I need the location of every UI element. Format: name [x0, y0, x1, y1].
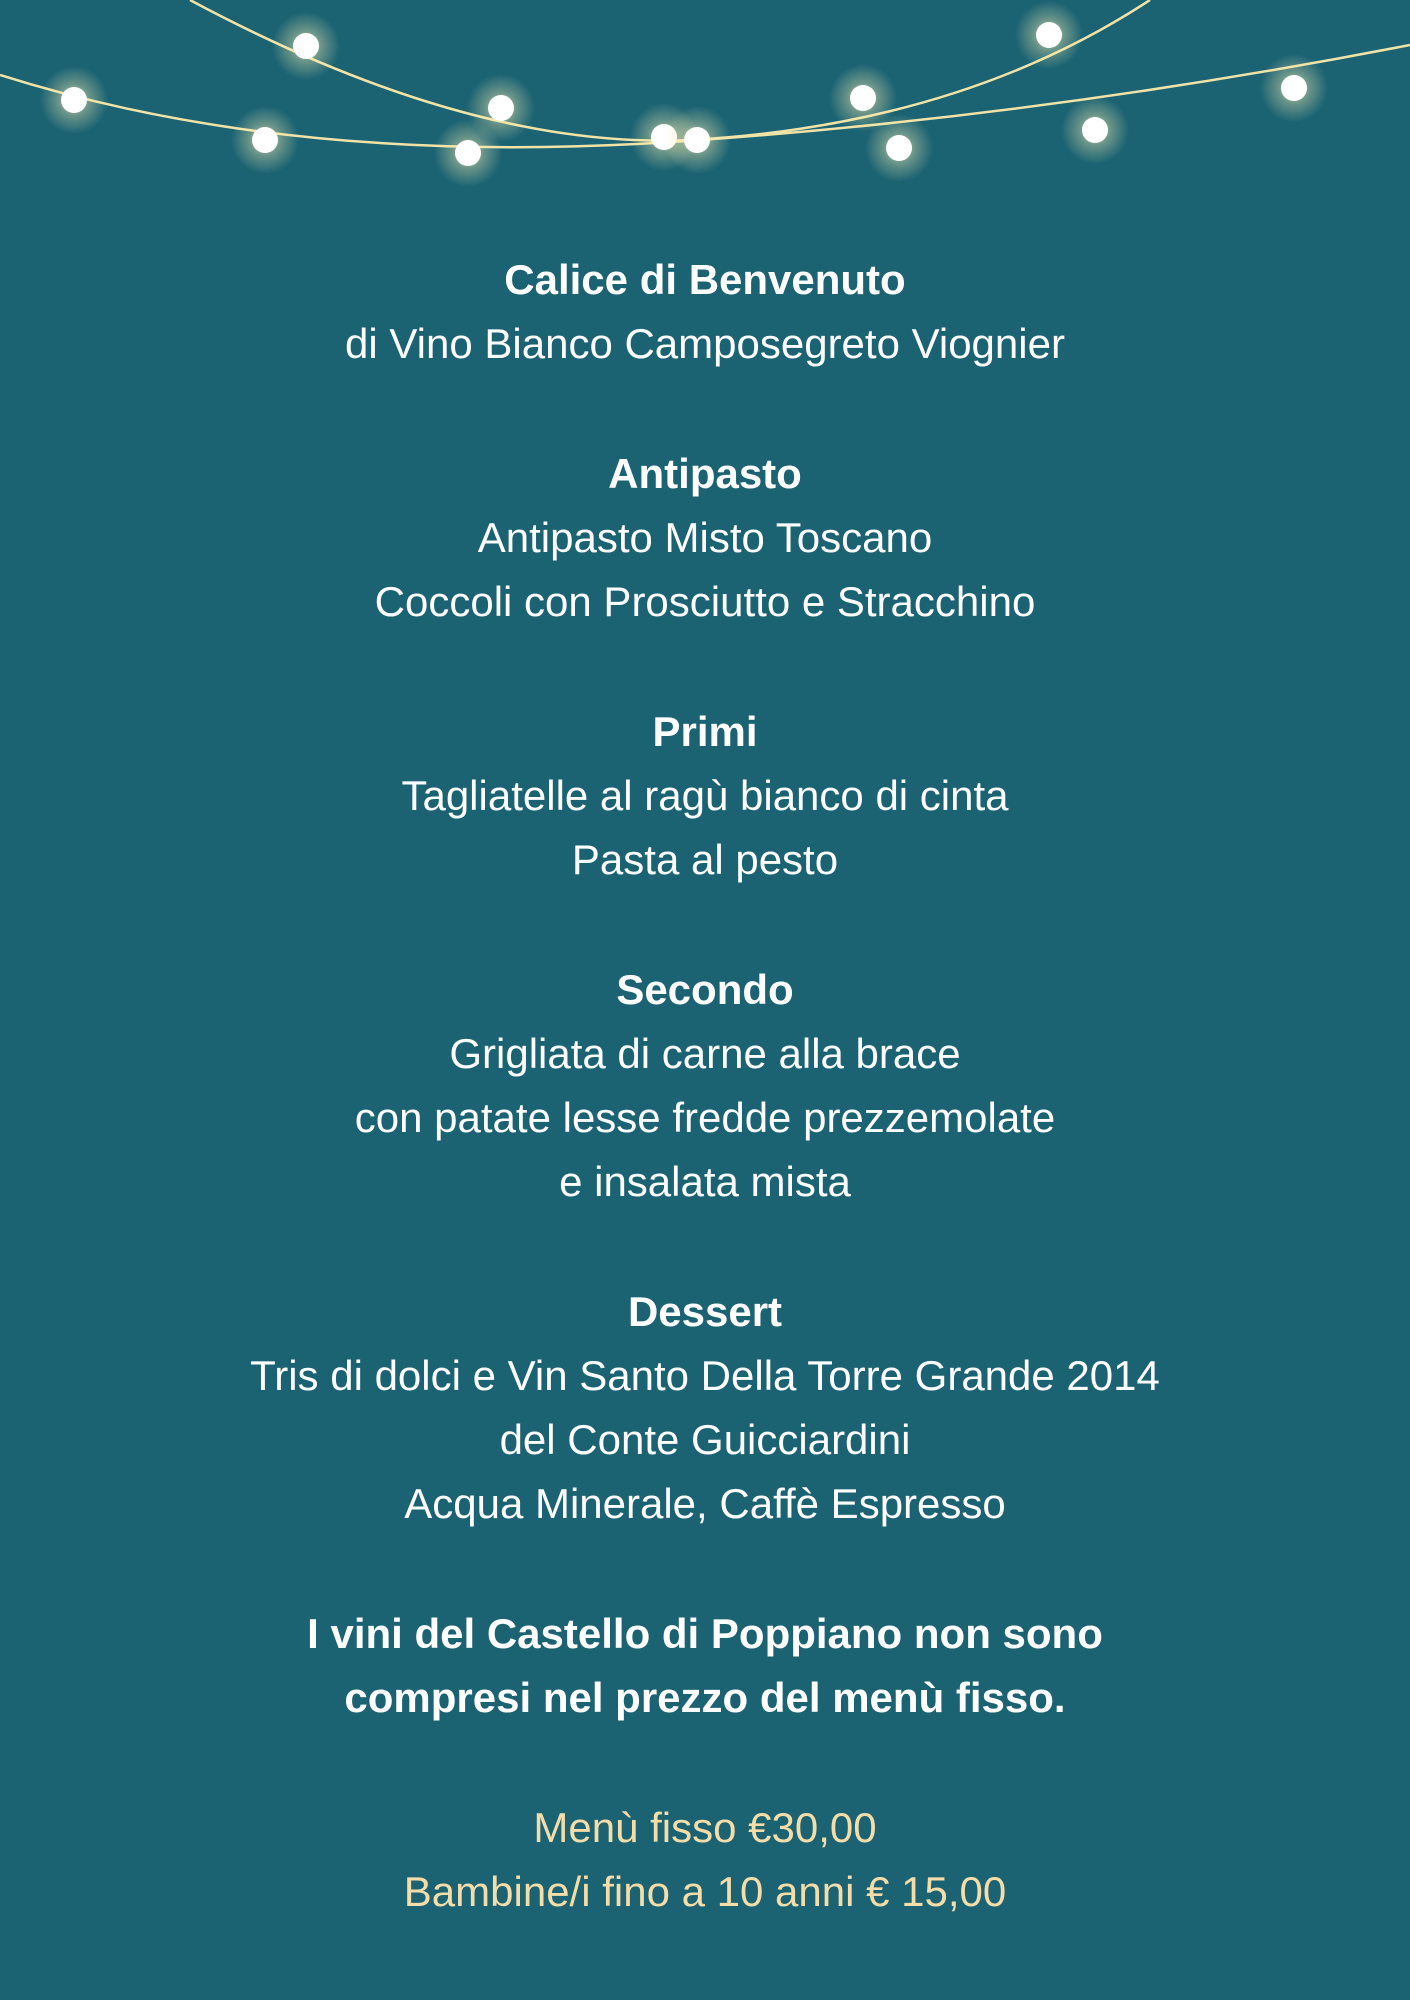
section-secondo [0, 958, 1410, 1214]
section-title: Primi [652, 708, 758, 755]
bulb-icon [886, 135, 912, 161]
bulb-icon [1281, 75, 1307, 101]
bulb-icon [1036, 22, 1062, 48]
wine-notice [0, 1602, 1410, 1730]
menu-item: Coccoli con Prosciutto e Stracchino [374, 578, 1036, 625]
menu-item: del Conte Guicciardini [499, 1416, 911, 1463]
bulb-icon [61, 87, 87, 113]
menu-item: Pasta al pesto [571, 836, 839, 883]
menu-item: Grigliata di carne alla brace [449, 1030, 961, 1077]
price-fixed-menu: Menù fisso €30,00 [533, 1804, 877, 1851]
menu-item: e insalata mista [559, 1158, 851, 1205]
bulb-icon [850, 85, 876, 111]
menu-item: Tris di dolci e Vin Santo Della Torre Grande 2014 [250, 1352, 1160, 1399]
bulb-icon [293, 33, 319, 59]
section-antipasto [0, 442, 1410, 634]
section-title: Antipasto [608, 450, 802, 497]
menu-item: di Vino Bianco Camposegreto Viognier [345, 320, 1065, 367]
section-primi [0, 700, 1410, 892]
menu-item: Acqua Minerale, Caffè Espresso [404, 1480, 1006, 1527]
section-title: Dessert [627, 1288, 783, 1335]
string-lights-icon [0, 0, 1410, 200]
light-bulbs [40, 1, 1328, 187]
menu [0, 248, 1410, 1990]
bulb-icon [488, 95, 514, 121]
bulb-icon [684, 127, 710, 153]
bulb-icon [252, 127, 278, 153]
bulb-icon [455, 140, 481, 166]
bulb-icon [1082, 117, 1108, 143]
notice-line: I vini del Castello di Poppiano non sono [307, 1610, 1103, 1657]
notice-line: compresi nel prezzo del menù fisso. [344, 1674, 1066, 1721]
section-title: Secondo [616, 966, 794, 1013]
prices [0, 1796, 1410, 1924]
menu-item: Antipasto Misto Toscano [477, 514, 933, 561]
section-dessert [0, 1280, 1410, 1536]
section-welcome-drink [0, 248, 1410, 376]
price-children: Bambine/i fino a 10 anni € 15,00 [403, 1868, 1007, 1915]
menu-item: con patate lesse fredde prezzemolate [354, 1094, 1056, 1141]
section-title: Calice di Benvenuto [504, 256, 906, 303]
menu-item: Tagliatelle al ragù bianco di cinta [401, 772, 1009, 819]
